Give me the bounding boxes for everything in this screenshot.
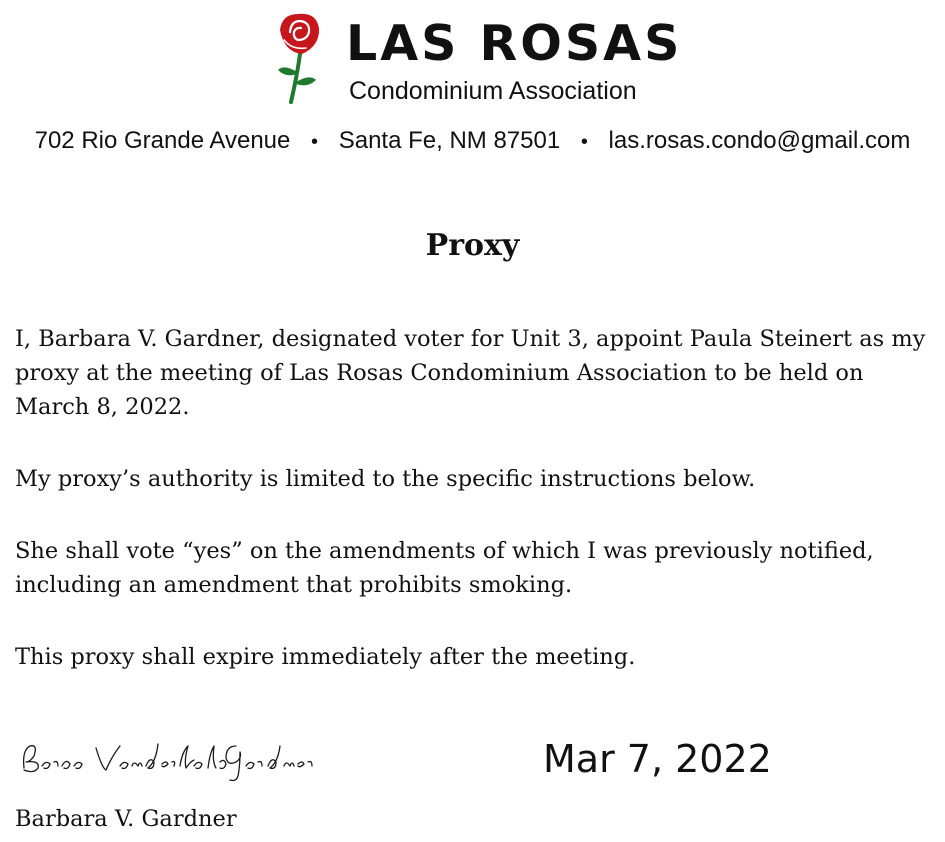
rose-icon xyxy=(276,10,322,106)
signature-date: Mar 7, 2022 xyxy=(543,737,772,781)
contact-email: las.rosas.condo@gmail.com xyxy=(608,127,911,154)
contact-city: Santa Fe, NM 87501 xyxy=(338,127,561,154)
handwritten-signature xyxy=(14,732,334,784)
brand-subtitle: Condominium Association xyxy=(349,77,637,105)
body-paragraph: I, Barbara V. Gardner, designated voter for Unit 3, appoint Paula Steinert as my proxy at the meeting of Las Rosas Condominium Association to be held on March 8, 2022. xyxy=(15,326,926,420)
body-paragraph: This proxy shall expire immediately after the meeting. xyxy=(15,644,636,670)
contact-separator: • xyxy=(311,131,319,153)
brand-name: LAS ROSAS xyxy=(346,15,683,72)
document-title: Proxy xyxy=(425,228,520,263)
body-paragraph: My proxy’s authority is limited to the specific instructions below. xyxy=(15,466,756,492)
document-body xyxy=(15,322,935,712)
signer-printed-name: Barbara V. Gardner xyxy=(15,806,237,832)
body-paragraph: She shall vote “yes” on the amendments of which I was previously notified, including an amendment that prohibits smoking. xyxy=(15,538,874,598)
contact-address: 702 Rio Grande Avenue xyxy=(34,127,291,154)
contact-line xyxy=(0,124,945,159)
contact-separator: • xyxy=(580,131,588,153)
